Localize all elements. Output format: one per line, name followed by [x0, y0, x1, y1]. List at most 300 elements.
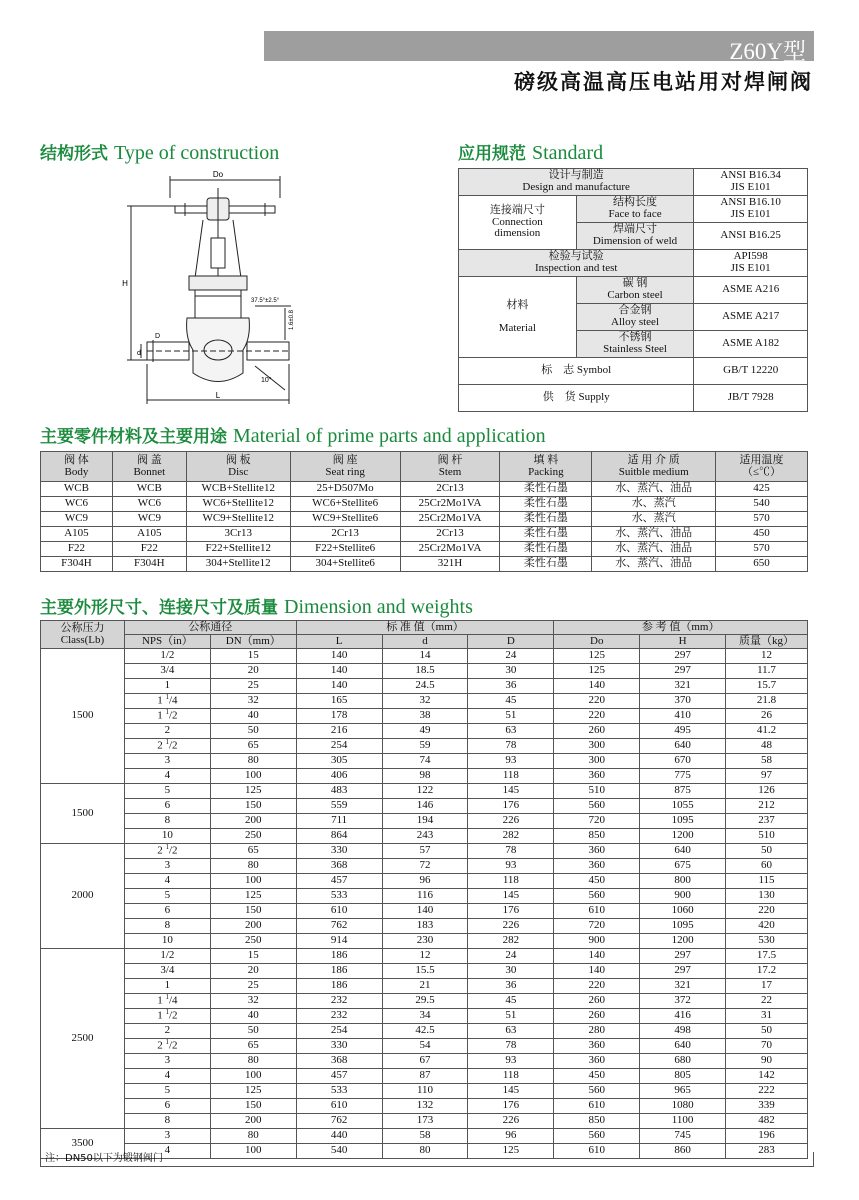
dim-cell: 254	[296, 1024, 382, 1039]
material-header-cell	[290, 452, 400, 482]
dim-cell: 482	[726, 1114, 808, 1129]
material-header-cell	[500, 452, 592, 482]
dim-cell-nps: 2 $^1$/2	[124, 739, 210, 754]
dim-cell: 32	[382, 694, 468, 709]
dim-cell: 1200	[640, 829, 726, 844]
material-header-cn: 阀 座	[332, 453, 358, 466]
dim-cell: 93	[468, 754, 554, 769]
material-cell: 25Cr2Mo1VA	[400, 497, 500, 512]
material-cell: 水、蒸汽、油品	[592, 557, 716, 572]
dim-cell: 60	[726, 859, 808, 874]
dim-cell: 914	[296, 934, 382, 949]
dim-cell: 540	[296, 1144, 382, 1159]
dim-row	[41, 1099, 808, 1114]
material-cell: 570	[716, 542, 808, 557]
dim-row	[41, 679, 808, 694]
dim-col-header: DN（mm）	[210, 635, 296, 649]
dim-col-header: D	[468, 635, 554, 649]
dim-cell-nps: 1 $^1$/4	[124, 694, 210, 709]
dim-cell: 145	[468, 889, 554, 904]
dim-cell: 232	[296, 994, 382, 1009]
dim-cell-nps: 4	[124, 1069, 210, 1084]
material-header-en: Stem	[438, 465, 462, 478]
dim-cell: 194	[382, 814, 468, 829]
dim-cell: 610	[554, 1099, 640, 1114]
dim-row	[41, 964, 808, 979]
dim-cell: 805	[640, 1069, 726, 1084]
dim-cell: 36	[468, 979, 554, 994]
dim-cell: 146	[382, 799, 468, 814]
material-header-cn: 填 料	[533, 453, 559, 466]
nps-numerator: 1	[165, 738, 169, 747]
std-inspection-value: API598 JIS E101	[694, 250, 808, 277]
dim-cell: 51	[468, 1009, 554, 1024]
dim-cell: 150	[210, 904, 296, 919]
material-row	[41, 557, 808, 572]
section-material-cn: 主要零件材料及主要用途	[40, 427, 227, 447]
dim-cell: 610	[296, 904, 382, 919]
dim-cell: 260	[554, 724, 640, 739]
std-face-value: ANSI B16.10 JIS E101	[694, 196, 808, 223]
material-cell: F304H	[112, 557, 186, 572]
material-cell: WC6	[112, 497, 186, 512]
model-banner	[264, 31, 814, 64]
dim-cell: 42.5	[382, 1024, 468, 1039]
dim-cell-nps: 8	[124, 1114, 210, 1129]
dim-cell: 100	[210, 1069, 296, 1084]
dimension-table	[40, 620, 808, 1159]
dim-cell: 65	[210, 844, 296, 859]
dim-cell: 32	[210, 694, 296, 709]
dim-cell: 1095	[640, 814, 726, 829]
dim-cell: 640	[640, 739, 726, 754]
dim-cell: 20	[210, 964, 296, 979]
material-cell: 25Cr2Mo1VA	[400, 512, 500, 527]
dim-cell: 25	[210, 979, 296, 994]
dim-cell: 50	[210, 1024, 296, 1039]
material-cell: 25+D507Mo	[290, 482, 400, 497]
dim-cell: 186	[296, 949, 382, 964]
dim-row	[41, 994, 808, 1009]
dim-cell: 212	[726, 799, 808, 814]
dim-cell: 36	[468, 679, 554, 694]
dim-cell: 670	[640, 754, 726, 769]
dim-cell: 610	[554, 904, 640, 919]
dim-cell: 45	[468, 694, 554, 709]
material-cell: WC6+Stellite6	[290, 497, 400, 512]
dim-l-label: L	[215, 391, 221, 400]
material-cell: F22+Stellite12	[186, 542, 290, 557]
dim-class-cell: 1500	[41, 649, 125, 784]
dim-cell: 80	[210, 1129, 296, 1144]
material-cell: F304H	[41, 557, 113, 572]
dim-cell: 93	[468, 859, 554, 874]
std-material-cell: 材料 Material	[459, 277, 577, 358]
dim-cell: 126	[726, 784, 808, 799]
dim-cell: 80	[210, 1054, 296, 1069]
dim-cell: 100	[210, 874, 296, 889]
dim-cell: 57	[382, 844, 468, 859]
dim-cell: 200	[210, 919, 296, 934]
dim-row	[41, 844, 808, 859]
std-symbol-value: GB/T 12220	[694, 358, 808, 385]
dim-row	[41, 904, 808, 919]
dim-standard-header: 标 准 值（mm）	[296, 621, 554, 635]
dim-cell: 122	[382, 784, 468, 799]
dim-cell: 22	[726, 994, 808, 1009]
dim-cell: 96	[468, 1129, 554, 1144]
material-cell: WCB+Stellite12	[186, 482, 290, 497]
dim-row	[41, 739, 808, 754]
dim-row	[41, 1129, 808, 1144]
dim-cell: 140	[554, 949, 640, 964]
dim-cell: 125	[468, 1144, 554, 1159]
dim-cell: 15	[210, 949, 296, 964]
dim-cell: 280	[554, 1024, 640, 1039]
dim-row	[41, 859, 808, 874]
dim-cell: 132	[382, 1099, 468, 1114]
dim-cell: 510	[554, 784, 640, 799]
material-cell: 水、蒸汽	[592, 497, 716, 512]
dim-cell: 300	[554, 754, 640, 769]
dim-cell: 145	[468, 1084, 554, 1099]
dim-cell: 17	[726, 979, 808, 994]
dim-reference-header: 参 考 值（mm）	[554, 621, 808, 635]
dim-row	[41, 1084, 808, 1099]
dim-row	[41, 799, 808, 814]
dim-row	[41, 1054, 808, 1069]
dim-cell: 297	[640, 949, 726, 964]
dim-cell: 118	[468, 874, 554, 889]
material-table	[40, 451, 808, 572]
material-cell: WCB	[112, 482, 186, 497]
dim-row	[41, 979, 808, 994]
dim-cell-nps: 2	[124, 724, 210, 739]
material-cell: 3Cr13	[186, 527, 290, 542]
std-alloy-value: ASME A217	[694, 304, 808, 331]
material-cell: 425	[716, 482, 808, 497]
dim-cell-nps: 3/4	[124, 964, 210, 979]
dim-cell: 200	[210, 1114, 296, 1129]
dim-row	[41, 1069, 808, 1084]
std-symbol-cell: 标 志 Symbol	[459, 358, 694, 385]
dim-cell: 25	[210, 679, 296, 694]
nps-numerator: 1	[165, 693, 169, 702]
material-header-en: Suitble medium	[618, 465, 689, 478]
dim-cell: 330	[296, 844, 382, 859]
dim-cell: 675	[640, 859, 726, 874]
dim-cell-nps: 4	[124, 1144, 210, 1159]
page-title: 磅级高温高压电站用对焊闸阀	[514, 70, 813, 94]
std-weld-cell: 焊端尺寸 Dimension of weld	[576, 223, 694, 250]
dim-cell: 560	[554, 799, 640, 814]
dim-cell: 440	[296, 1129, 382, 1144]
dim-class-cell: 2500	[41, 949, 125, 1129]
material-cell: 水、蒸汽、油品	[592, 527, 716, 542]
dim-cell: 305	[296, 754, 382, 769]
dim-cell: 173	[382, 1114, 468, 1129]
dim-cell: 100	[210, 1144, 296, 1159]
dim-cell: 410	[640, 709, 726, 724]
dim-cell: 226	[468, 919, 554, 934]
std-inspection-cell: 检验与试验 Inspection and test	[459, 250, 694, 277]
dim-cell: 140	[296, 679, 382, 694]
standard-table	[458, 168, 808, 412]
dim-cell: 11.7	[726, 664, 808, 679]
material-cell: WC6	[41, 497, 113, 512]
dim-cell: 97	[726, 769, 808, 784]
dim-cell-nps: 5	[124, 1084, 210, 1099]
dim-cell: 31	[726, 1009, 808, 1024]
dim-cell: 145	[468, 784, 554, 799]
dim-cell-nps: 1/2	[124, 649, 210, 664]
dim-cell: 250	[210, 934, 296, 949]
dim-cell: 711	[296, 814, 382, 829]
dim-cell: 900	[640, 889, 726, 904]
dim-row	[41, 709, 808, 724]
dim-cell: 24	[468, 649, 554, 664]
section-dimension-cn: 主要外形尺寸、连接尺寸及质量	[40, 598, 278, 618]
dim-cell: 610	[296, 1099, 382, 1114]
dim-cell-nps: 1 $^1$/2	[124, 709, 210, 724]
std-design-cell: 设计与制造 Design and manufacture	[459, 169, 694, 196]
dim-cell: 416	[640, 1009, 726, 1024]
dim-cell: 1060	[640, 904, 726, 919]
dim-cell-nps: 1/2	[124, 949, 210, 964]
dim-do-label: Do	[212, 170, 224, 179]
section-material-en: Material of prime parts and application	[233, 425, 546, 447]
dim-cell: 680	[640, 1054, 726, 1069]
dim-cell: 78	[468, 844, 554, 859]
dim-row	[41, 1024, 808, 1039]
material-header-cn: 适用温度	[739, 453, 784, 466]
dim-cell: 360	[554, 859, 640, 874]
dim-row	[41, 694, 808, 709]
dim-col-header: L	[296, 635, 382, 649]
material-cell: 柔性石墨	[500, 512, 592, 527]
std-supply-cell: 供 货 Supply	[459, 385, 694, 412]
dim-cell-nps: 6	[124, 904, 210, 919]
dim-cell: 720	[554, 919, 640, 934]
dim-cell: 118	[468, 769, 554, 784]
dim-cell: 260	[554, 1009, 640, 1024]
dim-cell: 864	[296, 829, 382, 844]
dim-cell-nps: 3	[124, 1054, 210, 1069]
nps-numerator: 1	[165, 843, 169, 852]
dim-cell: 34	[382, 1009, 468, 1024]
section-standard-en: Standard	[532, 142, 604, 164]
dim-cell: 360	[554, 1054, 640, 1069]
dim-cell: 96	[382, 874, 468, 889]
dim-cell: 510	[726, 829, 808, 844]
dim-cell: 70	[726, 1039, 808, 1054]
material-row	[41, 497, 808, 512]
dim-cell: 254	[296, 739, 382, 754]
dim-cell: 186	[296, 979, 382, 994]
dim-row	[41, 724, 808, 739]
dim-cell: 14	[382, 649, 468, 664]
dim-cell: 200	[210, 814, 296, 829]
dim-cell: 1200	[640, 934, 726, 949]
dim-col-header: H	[640, 635, 726, 649]
dim-cell: 1055	[640, 799, 726, 814]
std-carbon-cell: 碳 钢 Carbon steel	[576, 277, 694, 304]
dim-cell: 150	[210, 799, 296, 814]
dim-cell: 150	[210, 1099, 296, 1114]
dim-angle-label: 37.5°±2.5°	[251, 298, 280, 304]
dim-cell-nps: 4	[124, 769, 210, 784]
dim-col-header: 质量（kg）	[726, 635, 808, 649]
dim-cell: 65	[210, 1039, 296, 1054]
dim-cell: 226	[468, 814, 554, 829]
dim-cell-nps: 5	[124, 784, 210, 799]
dim-cell: 483	[296, 784, 382, 799]
dim-tolerance-label: 1.6±0.8	[289, 310, 295, 330]
material-cell: WC9+Stellite6	[290, 512, 400, 527]
section-dimension-en: Dimension and weights	[284, 596, 473, 618]
dim-cell: 196	[726, 1129, 808, 1144]
std-design-value: ANSI B16.34 JIS E101	[694, 169, 808, 196]
dim-cell: 17.2	[726, 964, 808, 979]
dim-row	[41, 664, 808, 679]
material-cell: 2Cr13	[290, 527, 400, 542]
dim-cell: 49	[382, 724, 468, 739]
dim-cell: 762	[296, 1114, 382, 1129]
dim-cell: 59	[382, 739, 468, 754]
material-header-cell	[112, 452, 186, 482]
material-header-cn: 适 用 介 质	[627, 453, 680, 466]
section-dimension-title	[40, 593, 473, 619]
dim-cell: 140	[296, 649, 382, 664]
dim-cell: 15.5	[382, 964, 468, 979]
dim-cell: 183	[382, 919, 468, 934]
dim-cell: 360	[554, 844, 640, 859]
dim-cell: 115	[726, 874, 808, 889]
dim-row	[41, 949, 808, 964]
material-cell: 450	[716, 527, 808, 542]
dim-cell: 260	[554, 994, 640, 1009]
dim-cell-nps: 3	[124, 754, 210, 769]
dimension-note: 注：DN50以下为锻钢阀门	[40, 1152, 814, 1167]
material-header-en: Body	[64, 465, 89, 478]
dim-cell: 457	[296, 1069, 382, 1084]
dim-cell: 530	[726, 934, 808, 949]
material-cell: 540	[716, 497, 808, 512]
dim-cell: 29.5	[382, 994, 468, 1009]
dim-cell: 63	[468, 724, 554, 739]
std-stainless-cell: 不锈钢 Stainless Steel	[576, 331, 694, 358]
dim-cell: 116	[382, 889, 468, 904]
dim-cell: 370	[640, 694, 726, 709]
material-cell: 柔性石墨	[500, 527, 592, 542]
dim-cell: 450	[554, 1069, 640, 1084]
dim-cell: 250	[210, 829, 296, 844]
material-cell: 25Cr2Mo1VA	[400, 542, 500, 557]
dim-cell-nps: 1	[124, 979, 210, 994]
dim-cell-nps: 8	[124, 919, 210, 934]
dim-cell: 90	[726, 1054, 808, 1069]
dim-cell: 232	[296, 1009, 382, 1024]
section-standard-cn: 应用规范	[458, 144, 526, 164]
dim-cell-nps: 6	[124, 1099, 210, 1114]
material-cell: WC6+Stellite12	[186, 497, 290, 512]
dim-cell: 80	[210, 859, 296, 874]
dim-row	[41, 919, 808, 934]
dim-cell-nps: 3	[124, 1129, 210, 1144]
dim-cell: 41.2	[726, 724, 808, 739]
material-cell: 650	[716, 557, 808, 572]
material-header-cn: 阀 板	[225, 453, 251, 466]
dim-cell: 222	[726, 1084, 808, 1099]
dim-cell: 498	[640, 1024, 726, 1039]
material-cell: WC9	[112, 512, 186, 527]
dim-cell: 282	[468, 934, 554, 949]
material-cell: 水、蒸汽	[592, 512, 716, 527]
material-cell: A105	[112, 527, 186, 542]
material-header-cell	[41, 452, 113, 482]
dim-cell-nps: 5	[124, 889, 210, 904]
material-cell: 2Cr13	[400, 527, 500, 542]
dim-row	[41, 649, 808, 664]
dim-cell: 360	[554, 1039, 640, 1054]
material-cell: F22	[41, 542, 113, 557]
dim-cell: 125	[554, 649, 640, 664]
dim-nominal-header: 公称通径	[124, 621, 296, 635]
dim-cell: 93	[468, 1054, 554, 1069]
dim-row	[41, 889, 808, 904]
section-construction-cn: 结构形式	[40, 144, 108, 164]
dim-class-cell: 3500	[41, 1129, 125, 1159]
std-supply-value: JB/T 7928	[694, 385, 808, 412]
dim-cell: 12	[382, 949, 468, 964]
dim-class-header: 公称压力 Class(Lb)	[41, 621, 125, 649]
section-construction-en: Type of construction	[114, 142, 280, 164]
dim-cell: 875	[640, 784, 726, 799]
dim-cell: 176	[468, 1099, 554, 1114]
dim-cell: 58	[726, 754, 808, 769]
dim-row	[41, 874, 808, 889]
dim-cell: 80	[382, 1144, 468, 1159]
std-connection-cell: 连接端尺寸 Connection dimension	[459, 196, 577, 250]
dim-cell: 50	[726, 844, 808, 859]
dim-cell: 30	[468, 964, 554, 979]
material-header-cell	[400, 452, 500, 482]
dim-cell: 80	[210, 754, 296, 769]
valve-drawing	[115, 168, 305, 408]
material-header-cell	[716, 452, 808, 482]
material-row	[41, 527, 808, 542]
material-header-en: Disc	[228, 465, 249, 478]
dim-cell-nps: 6	[124, 799, 210, 814]
dim-cell: 745	[640, 1129, 726, 1144]
dim-cell: 559	[296, 799, 382, 814]
dim-cell: 1100	[640, 1114, 726, 1129]
material-header-cn: 阀 盖	[136, 453, 162, 466]
dim-cell: 560	[554, 1084, 640, 1099]
dim-angle2-label: 10°	[261, 377, 272, 384]
dim-h-label: H	[122, 279, 128, 288]
material-cell: 304+Stellite12	[186, 557, 290, 572]
model-code: Z60Y型	[729, 39, 806, 64]
material-cell: 柔性石墨	[500, 557, 592, 572]
dim-cell-nps: 1 $^1$/2	[124, 1009, 210, 1024]
dim-row	[41, 1009, 808, 1024]
dim-cell: 165	[296, 694, 382, 709]
material-cell: 柔性石墨	[500, 542, 592, 557]
dim-cell: 176	[468, 799, 554, 814]
dim-cell: 216	[296, 724, 382, 739]
dim-row	[41, 1114, 808, 1129]
